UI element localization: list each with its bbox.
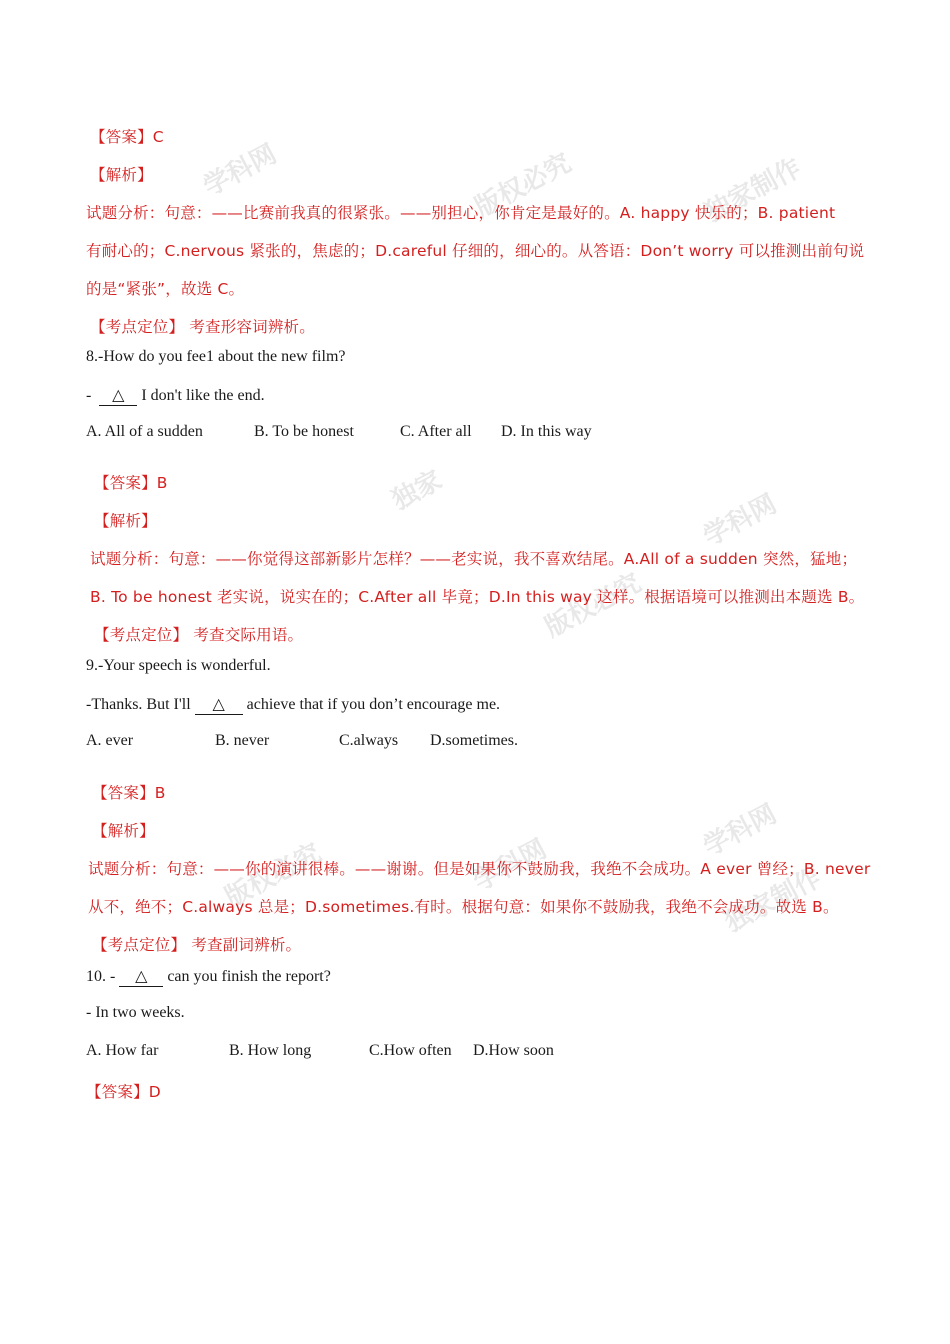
analysis-line: 试题分析：句意：——你的演讲很棒。——谢谢。但是如果你不鼓励我，我绝不会成功。A ever 曾经；B. never xyxy=(88,860,871,878)
watermark: 版权必究 xyxy=(470,148,577,224)
answer-blank: △ xyxy=(119,966,163,987)
answer-block-9 xyxy=(88,778,878,958)
analysis-label: 【解析】 xyxy=(92,822,155,840)
watermark: 独家 xyxy=(387,465,448,517)
watermark: 学科网 xyxy=(698,489,782,553)
option-d: D. In this way xyxy=(501,423,592,440)
question-9-stem: 9.-Your speech is wonderful. xyxy=(86,657,271,674)
point-label: 【考点定位】 考查形容词辨析。 xyxy=(90,318,315,336)
option-a: A. All of a sudden xyxy=(86,423,203,440)
option-a: A. ever xyxy=(86,732,134,749)
answer-block-8 xyxy=(90,468,880,648)
question-10-suffix: can you finish the report? xyxy=(167,968,331,985)
answer-blank: △ xyxy=(195,694,243,715)
analysis-line: 试题分析：句意：——你觉得这部新影片怎样？——老实说，我不喜欢结尾。A.All of a sudden 突然，猛地； xyxy=(90,550,858,568)
option-c: C.always xyxy=(339,732,399,749)
watermark: 学科网 xyxy=(468,834,552,898)
option-b: B. To be honest xyxy=(254,423,354,440)
dash: - xyxy=(86,387,92,404)
analysis-label: 【解析】 xyxy=(94,512,157,530)
option-a: A. How far xyxy=(86,1042,159,1059)
answer-label: 【答案】C xyxy=(90,128,164,146)
answer-label-10: 【答案】D xyxy=(86,1083,161,1101)
question-8-line2 xyxy=(86,385,265,406)
watermark: 学科网 xyxy=(198,139,282,203)
question-10-prefix: 10. - xyxy=(86,968,116,985)
question-9-prefix: -Thanks. But I'll xyxy=(86,696,191,713)
point-label: 【考点定位】 考查副词辨析。 xyxy=(92,936,302,954)
watermark: 独家制作 xyxy=(700,153,807,229)
option-c: C. After all xyxy=(400,423,472,440)
watermark: 独家制作 xyxy=(720,863,827,939)
watermark: 版权必究 xyxy=(220,838,327,914)
point-label: 【考点定位】 考查交际用语。 xyxy=(94,626,304,644)
answer-label: 【答案】B xyxy=(92,784,166,802)
option-d: D.How soon xyxy=(473,1042,554,1059)
answer-blank: △ xyxy=(99,385,137,406)
question-10-line2: - In two weeks. xyxy=(86,1004,185,1021)
option-b: B. How long xyxy=(229,1042,312,1059)
analysis-line: 有耐心的；C.nervous 紧张的，焦虑的；D.careful 仔细的，细心的。从答语：Don’t worry 可以推测出前句说 xyxy=(86,242,865,260)
question-8-suffix: I don't like the end. xyxy=(141,387,265,404)
question-10-line1 xyxy=(86,966,331,987)
watermark: 版权必究 xyxy=(540,568,647,644)
question-8-stem: 8.-How do you fee1 about the new film? xyxy=(86,348,346,365)
watermark: 学科网 xyxy=(698,799,782,863)
option-d: D.sometimes. xyxy=(430,732,518,749)
analysis-label: 【解析】 xyxy=(90,166,153,184)
answer-block-7 xyxy=(86,122,876,342)
answer-label: 【答案】B xyxy=(94,474,168,492)
analysis-line: 从不，绝不；C.always 总是；D.sometimes.有时。根据句意：如果你不鼓励我，我绝不会成功。故选 B。 xyxy=(88,898,839,916)
option-b: B. never xyxy=(215,732,270,749)
option-c: C.How often xyxy=(369,1042,452,1059)
analysis-line: B. To be honest 老实说，说实在的；C.After all 毕竟；D.In this way 这样。根据语境可以推测出本题选 B。 xyxy=(90,588,865,606)
question-9-line2 xyxy=(86,694,500,715)
analysis-line: 的是“紧张”，故选 C。 xyxy=(86,280,245,298)
analysis-line: 试题分析：句意：——比赛前我真的很紧张。——别担心，你肯定是最好的。A. happy 快乐的；B. patient xyxy=(86,204,836,222)
question-9-suffix: achieve that if you don’t encourage me. xyxy=(246,696,501,713)
